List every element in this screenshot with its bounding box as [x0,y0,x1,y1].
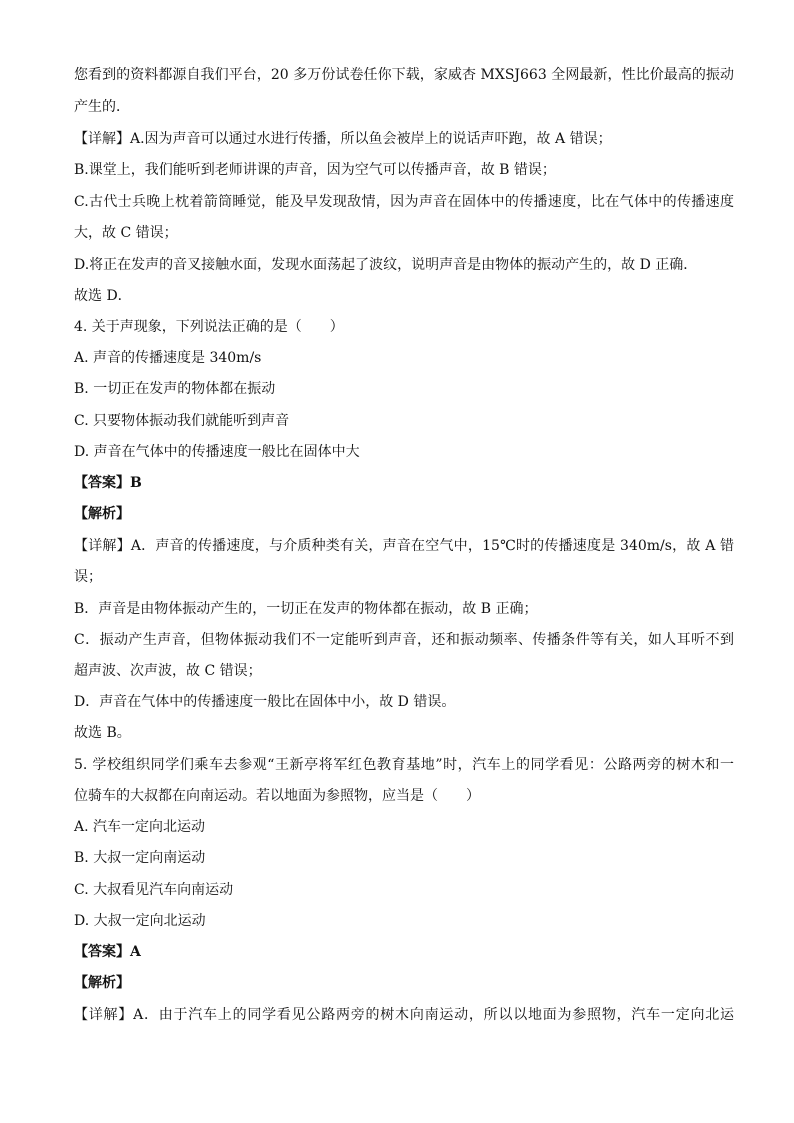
text-line: 误； [74,569,102,585]
question-5-option-d: D. 大叔一定向北运动 [74,913,206,929]
question-5-option-b: B. 大叔一定向南运动 [74,850,206,866]
text-line: B．声音是由物体振动产生的，一切正在发声的物体都在振动，故 B 正确； [74,601,538,617]
question-5-option-c: C. 大叔看见汽车向南运动 [74,882,234,898]
text-line: B.课堂上，我们能听到老师讲课的声音，因为空气可以传播声音，故 B 错误； [74,162,556,178]
text-line: 故选 D． [74,288,132,304]
text-line: 【详解】A．由于汽车上的同学看见公路两旁的树木向南运动，所以以地面为参照物，汽车一定向北运 [74,1007,734,1023]
text-line: 产生的． [74,99,130,115]
text-line: D.将正在发声的音叉接触水面，发现水面荡起了波纹，说明声音是由物体的振动产生的，故 D 正确． [74,257,698,273]
text-line: 【详解】A．声音的传播速度，与介质种类有关，声音在空气中，15℃时的传播速度是 340m/s，故 A 错 [74,538,734,554]
question-5-stem: 5. 学校组织同学们乘车去参观“王新亭将军红色教育基地”时，汽车上的同学看见：公路两旁的树木和一 [74,757,734,773]
analysis-label: 【解析】 [74,975,130,991]
text-line: C.古代士兵晚上枕着箭筒睡觉，能及早发现敌情，因为声音在固体中的传播速度，比在气体中的传播速度 [74,194,734,210]
question-4-option-d: D. 声音在气体中的传播速度一般比在固体中大 [74,444,360,460]
text-line: D．声音在气体中的传播速度一般比在固体中小，故 D 错误。 [74,694,456,710]
question-4-option-b: B. 一切正在发声的物体都在振动 [74,381,276,397]
text-line: C．振动产生声音，但物体振动我们不一定能听到声音，还和振动频率、传播条件等有关，如人耳听不到 [74,632,734,648]
text-line: 故选 B。 [74,725,131,741]
question-4-option-c: C. 只要物体振动我们就能听到声音 [74,413,290,429]
analysis-label: 【解析】 [74,506,130,522]
text-line: 大，故 C 错误； [74,225,178,241]
text-line: 超声波、次声波，故 C 错误； [74,663,262,679]
question-4-option-a: A. 声音的传播速度是 340m/s [74,350,262,366]
answer-label: 【答案】A [74,944,141,960]
text-line: 【详解】A.因为声音可以通过水进行传播，所以鱼会被岸上的说话声吓跑，故 A 错误； [74,131,612,147]
question-4-stem: 4. 关于声现象，下列说法正确的是（ ） [74,319,344,335]
question-5-stem: 位骑车的大叔都在向南运动。若以地面为参照物，应当是（ ） [74,788,480,804]
answer-label: 【答案】B [74,475,142,491]
text-line: 您看到的资料都源自我们平台，20 多万份试卷任你下载，家威杏 MXSJ663 全网最新，性比价最高的振动 [74,67,734,83]
question-5-option-a: A. 汽车一定向北运动 [74,819,206,835]
